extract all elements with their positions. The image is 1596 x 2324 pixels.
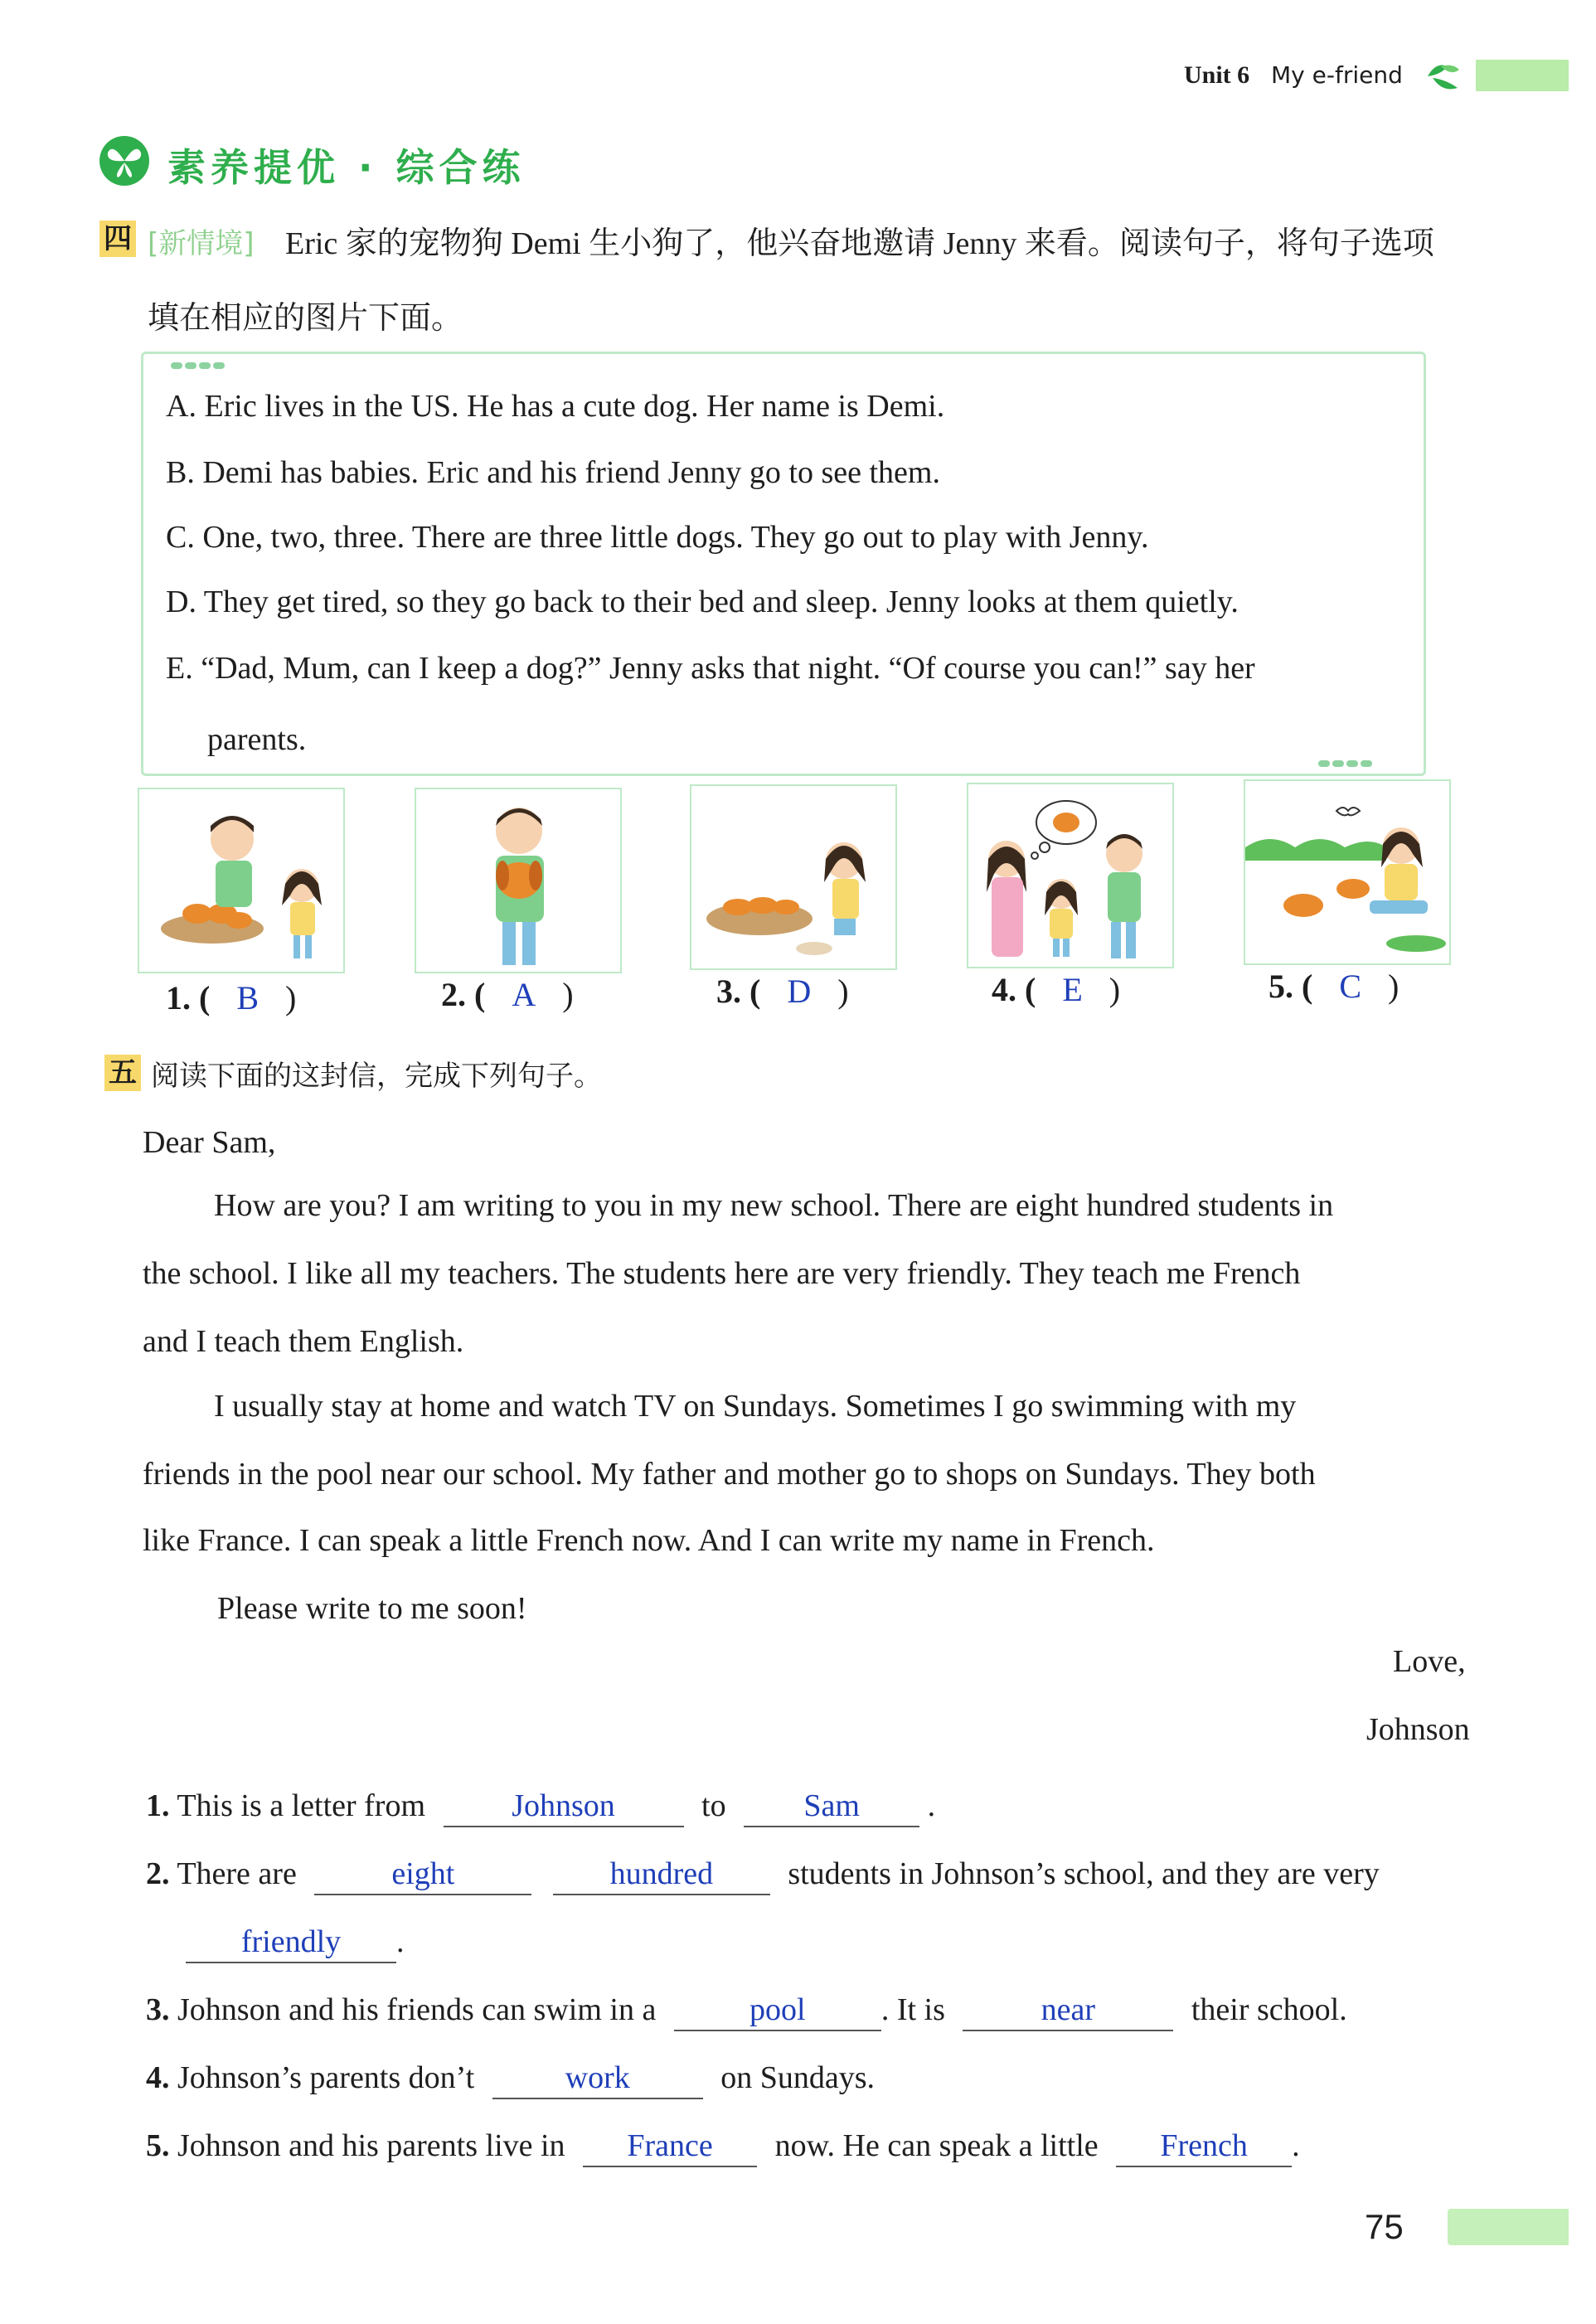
fill-item-2-blank-1[interactable]: eight (314, 1856, 531, 1895)
answer-5-close: ) (1388, 968, 1400, 1005)
letter-greeting: Dear Sam, (143, 1125, 276, 1160)
answer-3-close: ) (837, 973, 849, 1010)
header-unit: Unit 6 (1184, 61, 1250, 89)
picture-2 (415, 788, 622, 973)
fill-item-3 (146, 1992, 1347, 2031)
fill-item-5-text-b: now. He can speak a little (774, 2128, 1099, 2163)
answer-1-close: ) (285, 979, 297, 1016)
picture-5 (1244, 779, 1451, 965)
fill-item-5 (146, 2128, 1300, 2167)
fill-item-2-text-c: . (396, 1924, 405, 1959)
answer-5-num: 5. ( (1269, 968, 1313, 1005)
q5-title: 阅读下面的这封信，完成下列句子。 (151, 1060, 602, 1093)
fill-item-1 (146, 1788, 935, 1827)
answer-5 (1269, 967, 1399, 1006)
answer-1 (166, 978, 296, 1017)
fill-item-4-blank-1[interactable]: work (492, 2060, 703, 2099)
letter-p1-line2: the school. I like all my teachers. The students here are very friendly. They teach me French (143, 1256, 1301, 1291)
picture-3 (690, 784, 897, 970)
leaf-icon (1424, 60, 1461, 93)
fill-item-5-num: 5. (146, 2128, 170, 2163)
fill-item-3-num: 3. (146, 1992, 170, 2027)
fill-item-4-text-c: on Sundays. (720, 2060, 875, 2095)
fill-item-5-text-a: Johnson and his parents live in (177, 2128, 565, 2163)
fill-item-3-text-b: . It is (880, 1992, 945, 2027)
fill-item-1-text-b: to (701, 1788, 726, 1823)
letter-p2-line2: friends in the pool near our school. My father and mother go to shops on Sundays. They both (143, 1457, 1316, 1492)
answer-1-letter: B (236, 979, 260, 1016)
fill-item-1-text-a: This is a letter from (177, 1788, 426, 1823)
fill-item-3-text-c: their school. (1191, 1992, 1347, 2027)
header-title: My e-friend (1271, 61, 1403, 89)
letter-p3: Please write to me soon! (217, 1591, 527, 1626)
fill-item-2-text-b: students in Johnson’s school, and they are very (788, 1856, 1380, 1891)
picture-1 (138, 788, 345, 973)
fill-item-3-blank-1[interactable]: pool (674, 1992, 881, 2031)
fill-item-4-text-a: Johnson’s parents don’t (177, 2060, 475, 2095)
fill-item-4-num: 4. (146, 2060, 170, 2095)
letter-closing: Love, (1393, 1644, 1466, 1679)
fill-item-1-blank-2[interactable]: Sam (744, 1788, 919, 1827)
fill-item-2-text-a: There are (177, 1856, 297, 1891)
answer-2-num: 2. ( (441, 976, 486, 1013)
answer-3-letter: D (787, 973, 812, 1010)
q4-tag: [新情境] (148, 227, 255, 260)
letter-p2-line1: I usually stay at home and watch TV on Sundays. Sometimes I go swimming with my (214, 1389, 1297, 1424)
answer-1-num: 1. ( (166, 979, 211, 1016)
fill-item-2-blank-2[interactable]: hundred (553, 1856, 770, 1895)
answer-4-close: ) (1108, 971, 1121, 1008)
answer-4-num: 4. ( (992, 971, 1036, 1008)
answer-5-letter: C (1339, 968, 1362, 1005)
answer-2 (441, 975, 574, 1014)
header-bar (1476, 60, 1569, 91)
fill-item-1-text-c: . (927, 1788, 936, 1823)
fill-item-5-text-c: . (1292, 2128, 1300, 2163)
sentence-e-cont: parents. (207, 722, 307, 757)
answer-3 (716, 972, 849, 1011)
fill-item-3-text-a: Johnson and his friends can swim in a (177, 1992, 657, 2027)
fill-item-1-blank-1[interactable]: Johnson (444, 1788, 684, 1827)
picture-4 (967, 783, 1174, 968)
q5-badge: 五 (104, 1055, 141, 1091)
fill-item-1-num: 1. (146, 1788, 170, 1823)
sentence-b: B. Demi has babies. Eric and his friend Jenny go to see them. (166, 455, 940, 490)
sentence-c: C. One, two, three. There are three little dogs. They go out to play with Jenny. (166, 520, 1149, 555)
box-dots-bottom (1318, 756, 1375, 764)
answer-4-letter: E (1062, 971, 1083, 1008)
q4-title-line1: Eric 家的宠物狗 Demi 生小狗了，他兴奋地邀请 Jenny 来看。阅读句子，将句子选项 (285, 226, 1434, 261)
letter-signature: Johnson (1366, 1712, 1470, 1747)
q4-title-line2: 填在相应的图片下面。 (148, 301, 463, 336)
letter-p2-line3: like France. I can speak a little French now. And I can write my name in French. (143, 1523, 1155, 1558)
page-number-bar (1448, 2209, 1569, 2245)
fill-item-2-num: 2. (146, 1856, 170, 1891)
fill-item-2-blank-3[interactable]: friendly (186, 1924, 396, 1963)
fill-item-4 (146, 2060, 875, 2099)
fill-item-2 (146, 1856, 1380, 1895)
answer-2-close: ) (562, 976, 574, 1013)
sentence-a: A. Eric lives in the US. He has a cute dog. Her name is Demi. (166, 389, 945, 424)
answer-3-num: 3. ( (716, 973, 761, 1010)
letter-p1-line1: How are you? I am writing to you in my new school. There are eight hundred students in (214, 1188, 1334, 1223)
letter-p1-line3: and I teach them English. (143, 1324, 464, 1359)
box-dots-top (171, 358, 227, 366)
page-number: 75 (1365, 2207, 1404, 2246)
fill-item-3-blank-2[interactable]: near (963, 1992, 1173, 2031)
fill-item-5-blank-1[interactable]: France (583, 2128, 757, 2167)
fill-item-5-blank-2[interactable]: French (1116, 2128, 1292, 2167)
sentence-e: E. “Dad, Mum, can I keep a dog?” Jenny asks that night. “Of course you can!” say her (166, 651, 1255, 686)
fill-item-2-cont (186, 1924, 405, 1963)
section-title: 素养提优 · 综合练 (167, 145, 526, 190)
answer-4 (992, 970, 1120, 1009)
sentence-d: D. They get tired, so they go back to their bed and sleep. Jenny looks at them quietly. (166, 585, 1239, 619)
butterfly-icon (98, 134, 151, 187)
q4-badge: 四 (99, 221, 136, 257)
answer-2-letter: A (512, 976, 536, 1013)
